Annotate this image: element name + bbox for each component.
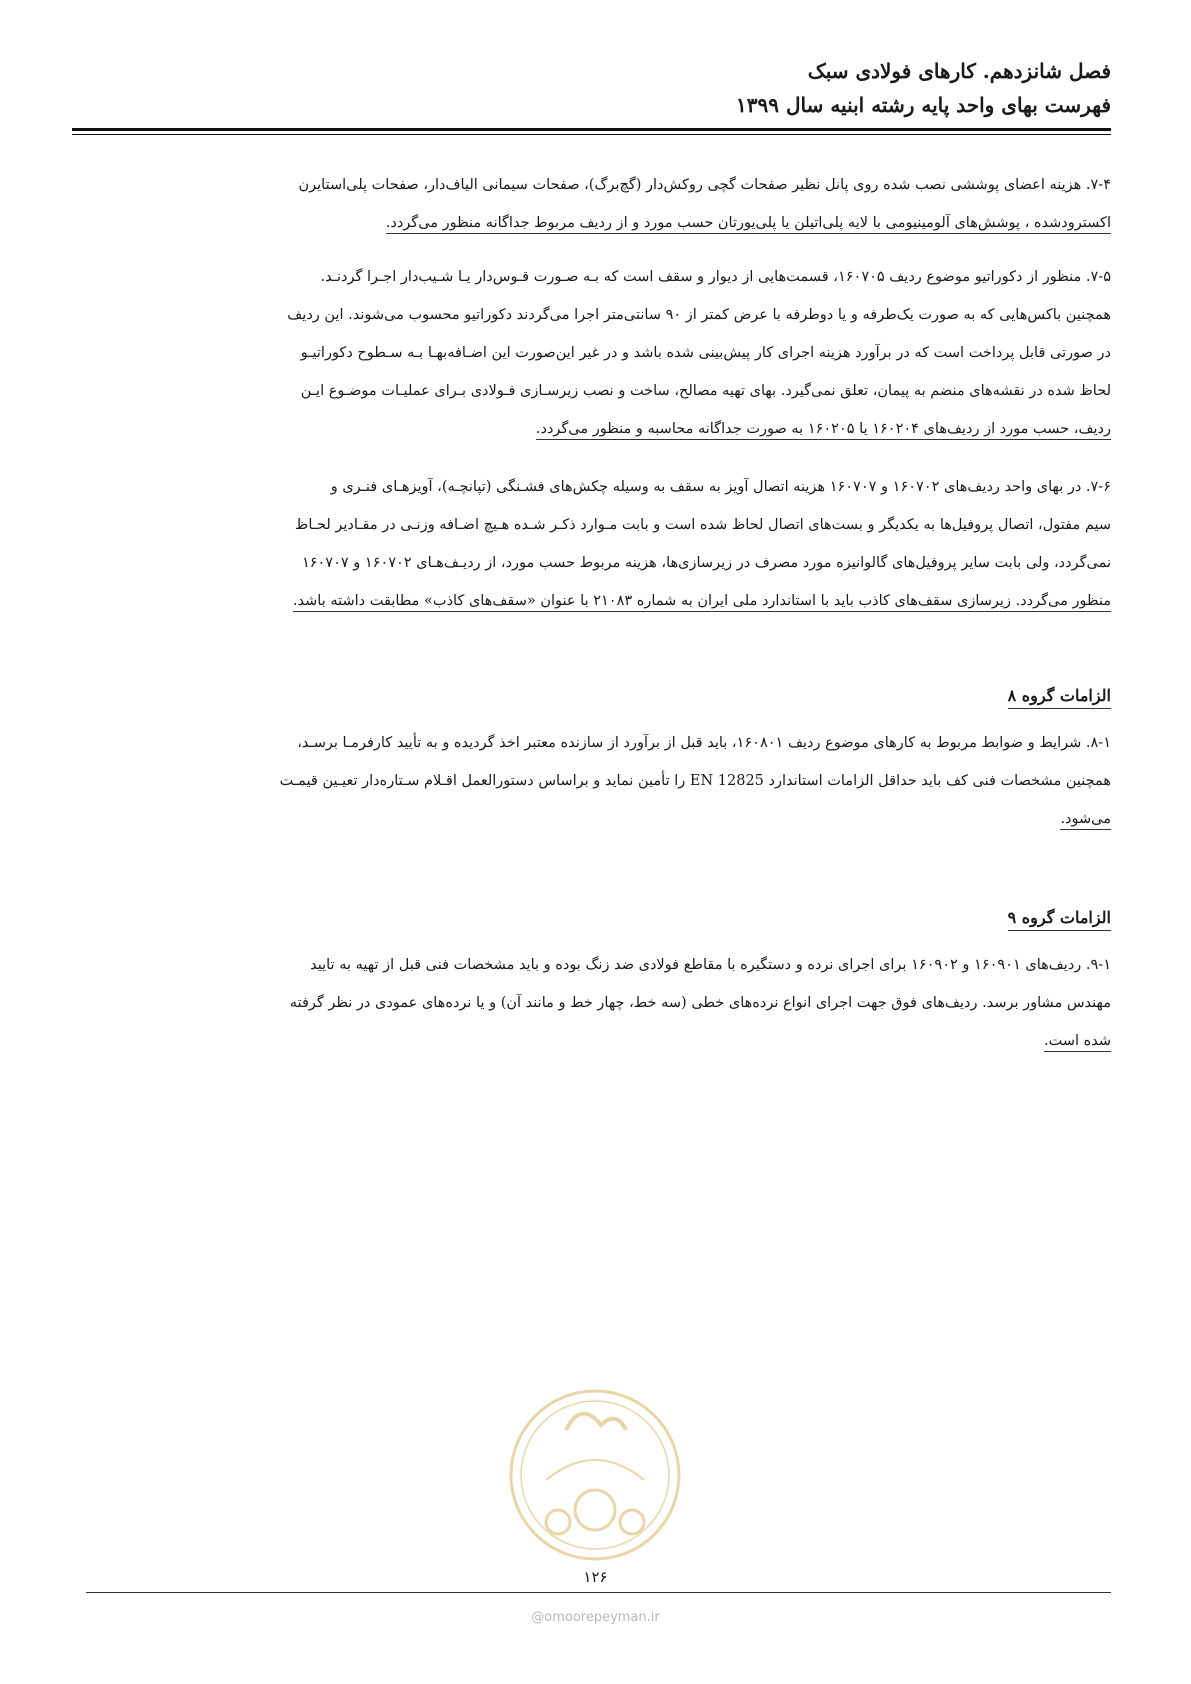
text-line: ۷-۶. در بهای واحد ردیف‌های ۱۶۰۷۰۲ و ۱۶۰۷۰۷ هزینه اتصال آویز به سقف به وسیله چکش‌های فشـنگی (تپانچـه)، آویزهـای فنـری و (86, 468, 1111, 506)
text-line: ۷-۴. هزینه اعضای پوششی نصب شده روی پانل نظیر صفحات گچی روکش‌دار (گچ‌برگ)، صفحات سیمانی الیاف‌دار، صفحات پلی‌استایرن (86, 166, 1111, 204)
chapter-title: فصل شانزدهم. کارهای فولادی سبک (807, 59, 1111, 83)
heading-group-8: الزامات گروه ۸ (1008, 686, 1111, 705)
text-line: لحاظ شده در نقشه‌های منضم به پیمان، تعلق نمی‌گیرد. بهای تهیه مصالح، ساخت و نصب زیرسـازی فـولادی بـرای عملیـات موضـوع ایـن (86, 372, 1111, 410)
watermark-url: @omoorepeyman.ir (531, 1610, 660, 1625)
text-line: همچنین باکس‌هایی که به صورت یک‌طرفه و یا دوطرفه با عرض کمتر از ۹۰ سانتی‌متر اجرا می‌گردند دکوراتیو محسوب می‌شوند. این ردیف (86, 296, 1111, 334)
text-line: همچنین مشخصات فنی کف باید حداقل الزامات استاندارد EN 12825 را تأمین نماید و براساس دستورالعمل اقـلام سـتاره‌دار تعیـین قیمـت (86, 762, 1111, 800)
text-line: نمی‌گردد، ولی بابت سایر پروفیل‌های گالوانیزه مورد مصرف در زیرسازی‌ها، هزینه مربوط حسب مورد، از ردیـف‌هـای ۱۶۰۷۰۲ و ۱۶۰۷۰۷ (86, 544, 1111, 582)
paragraph-7-5 (86, 258, 1111, 448)
text-line: ۸-۱. شرایط و ضوابط مربوط به کارهای موضوع ردیف ۱۶۰۸۰۱، باید قبل از برآورد از سازنده معتبر اخذ گردیده و به تأیید کارفرمـا برسـد، (86, 724, 1111, 762)
page-number: ۱۲۶ (583, 1568, 608, 1586)
text-line: می‌شود. (86, 800, 1111, 838)
text-line: شده است. (86, 1022, 1111, 1060)
price-list-title: فهرست بهای واحد پایه رشته ابنیه سال ۱۳۹۹ (736, 93, 1111, 117)
header-rule-thick (72, 128, 1111, 131)
text-line: منظور می‌گردد. زیرسازی سقف‌های کاذب باید با استاندارد ملی ایران به شماره ۲۱۰۸۳ با عنوان «سقف‌های کاذب» مطابقت داشته باشد. (86, 582, 1111, 620)
footer-rule (86, 1592, 1111, 1593)
text-line: در صورتی قابل پرداخت است که در برآورد هزینه اجرای کار پیش‌بینی شده باشد و در غیر این‌صورت این اضـافه‌بهـا بـه سـطوح دکوراتیـو (86, 334, 1111, 372)
text-line: مهندس مشاور برسد. ردیف‌های فوق جهت اجرای انواع نرده‌های خطی (سه خط، چهار خط و مانند آن) و یا نرده‌های عمودی در نظر گرفته (86, 984, 1111, 1022)
text-line: سیم مفتول، اتصال پروفیل‌ها به یکدیگر و بست‌های اتصال لحاظ شده است و بابت مـوارد ذکـر شـده هـیچ اضـافه وزنـی در مقـادیر لحـاظ (86, 506, 1111, 544)
text-line: اکسترودشده ، پوشش‌های آلومینیومی با لایه پلی‌اتیلن یا پلی‌یورتان حسب مورد و از ردیف مربوط جداگانه منظور می‌گردد. (86, 204, 1111, 242)
watermark-seal-icon (506, 1370, 684, 1580)
text-line: ردیف، حسب مورد از ردیف‌های ۱۶۰۲۰۴ یا ۱۶۰۲۰۵ به صورت جداگانه محاسبه و منظور می‌گردد. (86, 410, 1111, 448)
text-line: ۹-۱. ردیف‌های ۱۶۰۹۰۱ و ۱۶۰۹۰۲ برای اجرای نرده و دستگیره با مقاطع فولادی ضد زنگ بوده و باید مشخصات فنی قبل از تهیه به تایید (86, 946, 1111, 984)
paragraph-9-1 (86, 946, 1111, 1060)
heading-group-9: الزامات گروه ۹ (1008, 908, 1111, 927)
text-line: ۷-۵. منظور از دکوراتیو موضوع ردیف ۱۶۰۷۰۵، قسمت‌هایی از دیوار و سقف است که بـه صـورت قـوس‌دار یـا شـیب‌دار اجـرا گردنـد. (86, 258, 1111, 296)
page-header (80, 54, 1111, 122)
paragraph-7-4 (86, 166, 1111, 242)
paragraph-8-1 (86, 724, 1111, 838)
header-rule-thin (72, 134, 1111, 135)
paragraph-7-6 (86, 468, 1111, 620)
